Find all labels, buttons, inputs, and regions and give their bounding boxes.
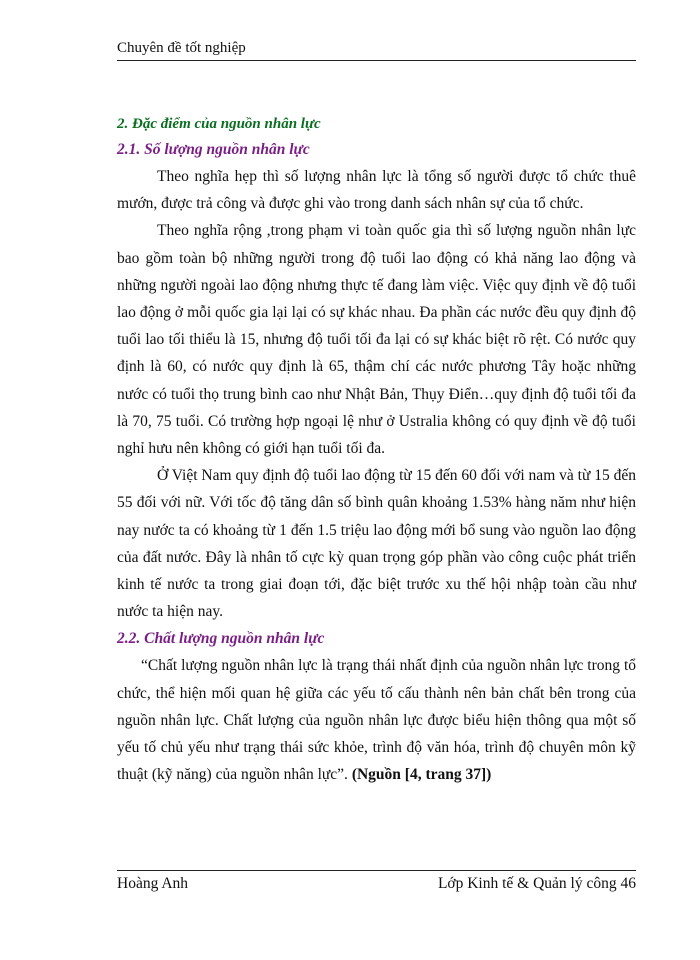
footer-author: Hoàng Anh [117,875,189,892]
subsection-heading-quality: 2.2. Chất lượng nguồn nhân lực [117,630,325,648]
quote-source: (Nguồn [4, trang 37]) [351,766,492,784]
paragraph-broad-definition: Theo nghĩa rộng ,trong phạm vi toàn quốc gia thì số lượng nguồn nhân lực bao gồm toàn bộ những người trong độ tuổi lao động có khả năng lao động và những người ngoài lao động nhưng thực tế đang làm việc. Việc quy định về độ tuổi lao động ở mỗi quốc gia lại lại có sự khác nhau. Đa phần các nước đều quy định độ tuổi lao tối thiểu là 15, nhưng độ tuổi tối đa lại có sự khác biệt rõ rệt. Có nước quy định là 60, có nước quy định là 65, thậm chí các nước phương Tây hoặc những nước có tuổi thọ trung bình cao như Nhật Bản, Thụy Điển…quy định độ tuổi tối đa là 70, 75 tuổi. Có trường hợp ngoại lệ như ở Ustralia không có quy định về độ tuổi nghỉ hưu nên không có giới hạn tuổi tối đa. [117,222,636,458]
page-footer [117,870,636,893]
paragraph-narrow-definition: Theo nghĩa hẹp thì số lượng nhân lực là tổng số người được tổ chức thuê mướn, được trả công và được ghi vào trong danh sách nhân sự của tổ chức. [117,168,636,213]
header-title: Chuyên đề tốt nghiệp [117,40,246,56]
section-heading: 2. Đặc điểm của nguồn nhân lực [117,116,321,132]
subsection-heading-quantity: 2.1. Số lượng nguồn nhân lực [117,141,310,158]
footer-class: Lớp Kinh tế & Quản lý công 46 [437,875,636,892]
page-body [117,113,636,788]
page-header [117,40,636,61]
quote-text: “Chất lượng nguồn nhân lực là trạng thái nhất định của nguồn nhân lực trong tổ chức, thể hiện mối quan hệ giữa các yếu tố cấu thành nên bản chất bên trong của nguồn nhân lực. Chất lượng của nguồn nhân lực được biểu hiện thông qua một số yếu tố chủ yếu như trạng thái sức khỏe, trình độ văn hóa, trình độ chuyên môn kỹ thuật (kỹ năng) của nguồn nhân lực”. [117,657,636,784]
paragraph-vietnam-labor-age: Ở Việt Nam quy định độ tuổi lao động từ 15 đến 60 đối với nam và từ 15 đến 55 đối với nữ. Với tốc độ tăng dân số bình quân khoảng 1.53% hàng năm như hiện nay nước ta có khoảng từ 1 đến 1.5 triệu lao động mới bổ sung vào nguồn lao động của đất nước. Đây là nhân tố cực kỳ quan trọng góp phần vào công cuộc phát triển kinh tế nước ta trong giai đoạn tới, đặc biệt trước xu thế hội nhập toàn cầu như nước ta hiện nay. [117,467,636,621]
paragraph-quality-quote [117,652,636,788]
